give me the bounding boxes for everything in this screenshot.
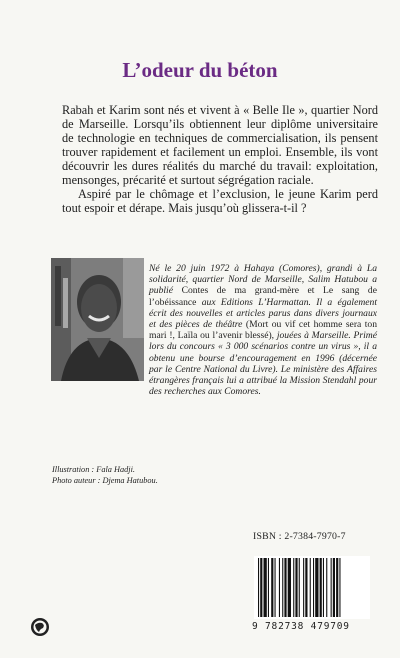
globe-logo-icon bbox=[30, 617, 50, 637]
bio-part-1: Né le 20 juin 1972 à Hahaya (Comores), grandi à La solidarité, quartier Nord de Marseille, Salim Hatubou a publié bbox=[149, 263, 377, 297]
credits bbox=[52, 464, 158, 486]
bio-part-5: jouées à Marseille. Primé lors du concours « 3 000 scénarios contre un virus », il a obtenu une bourse d’encouragement en 1996 (décernée par le Centre National du Livre). Le ministère des Affaires étrangères français lui a attribué la Mission Stendahl pour des recherches aux Comores. bbox=[149, 330, 377, 398]
bio-part-3: aux Editions L’Harmattan. Il a également écrit des nouvelles et articles parus dans divers journaux et des pièces de théâtre bbox=[149, 296, 377, 331]
barcode-number: 9 782738 479709 bbox=[252, 621, 350, 632]
author-photo bbox=[51, 258, 144, 381]
author-bio bbox=[149, 263, 377, 397]
photo-credit: Photo auteur : Djema Hatubou. bbox=[52, 476, 158, 485]
illustration-credit: Illustration : Fala Hadji. bbox=[52, 465, 135, 474]
bio-part-2: Contes de ma grand-mère et Le sang de l’obéissance bbox=[149, 285, 377, 308]
barcode bbox=[254, 556, 370, 619]
synopsis-paragraph-1: Rabah et Karim sont nés et vivent à « Belle Ile », quartier Nord de Marseille. Lorsqu’ils obtiennent leur diplôme universitaire de technologie en techniques de commercialisation, ils pensent trouver rapidement et facilement un emploi. Ensemble, ils vont découvrir les dures réalités du marché du travail: exploitation, mensonges, précarité et surtout ségrégation raciale. bbox=[62, 103, 378, 187]
author-portrait bbox=[51, 258, 144, 381]
synopsis bbox=[62, 103, 378, 215]
isbn: ISBN : 2-7384-7970-7 bbox=[253, 531, 346, 542]
book-title: L’odeur du béton bbox=[122, 58, 278, 82]
bio-part-4: (Mort ou vif cet homme sera ton mari !, Laïla ou l’avenir blessé), bbox=[149, 319, 377, 342]
synopsis-paragraph-2: Aspiré par le chômage et l’exclusion, le jeune Karim perd tout espoir et dérape. Mais jusqu’où glissera-t-il ? bbox=[62, 187, 378, 215]
